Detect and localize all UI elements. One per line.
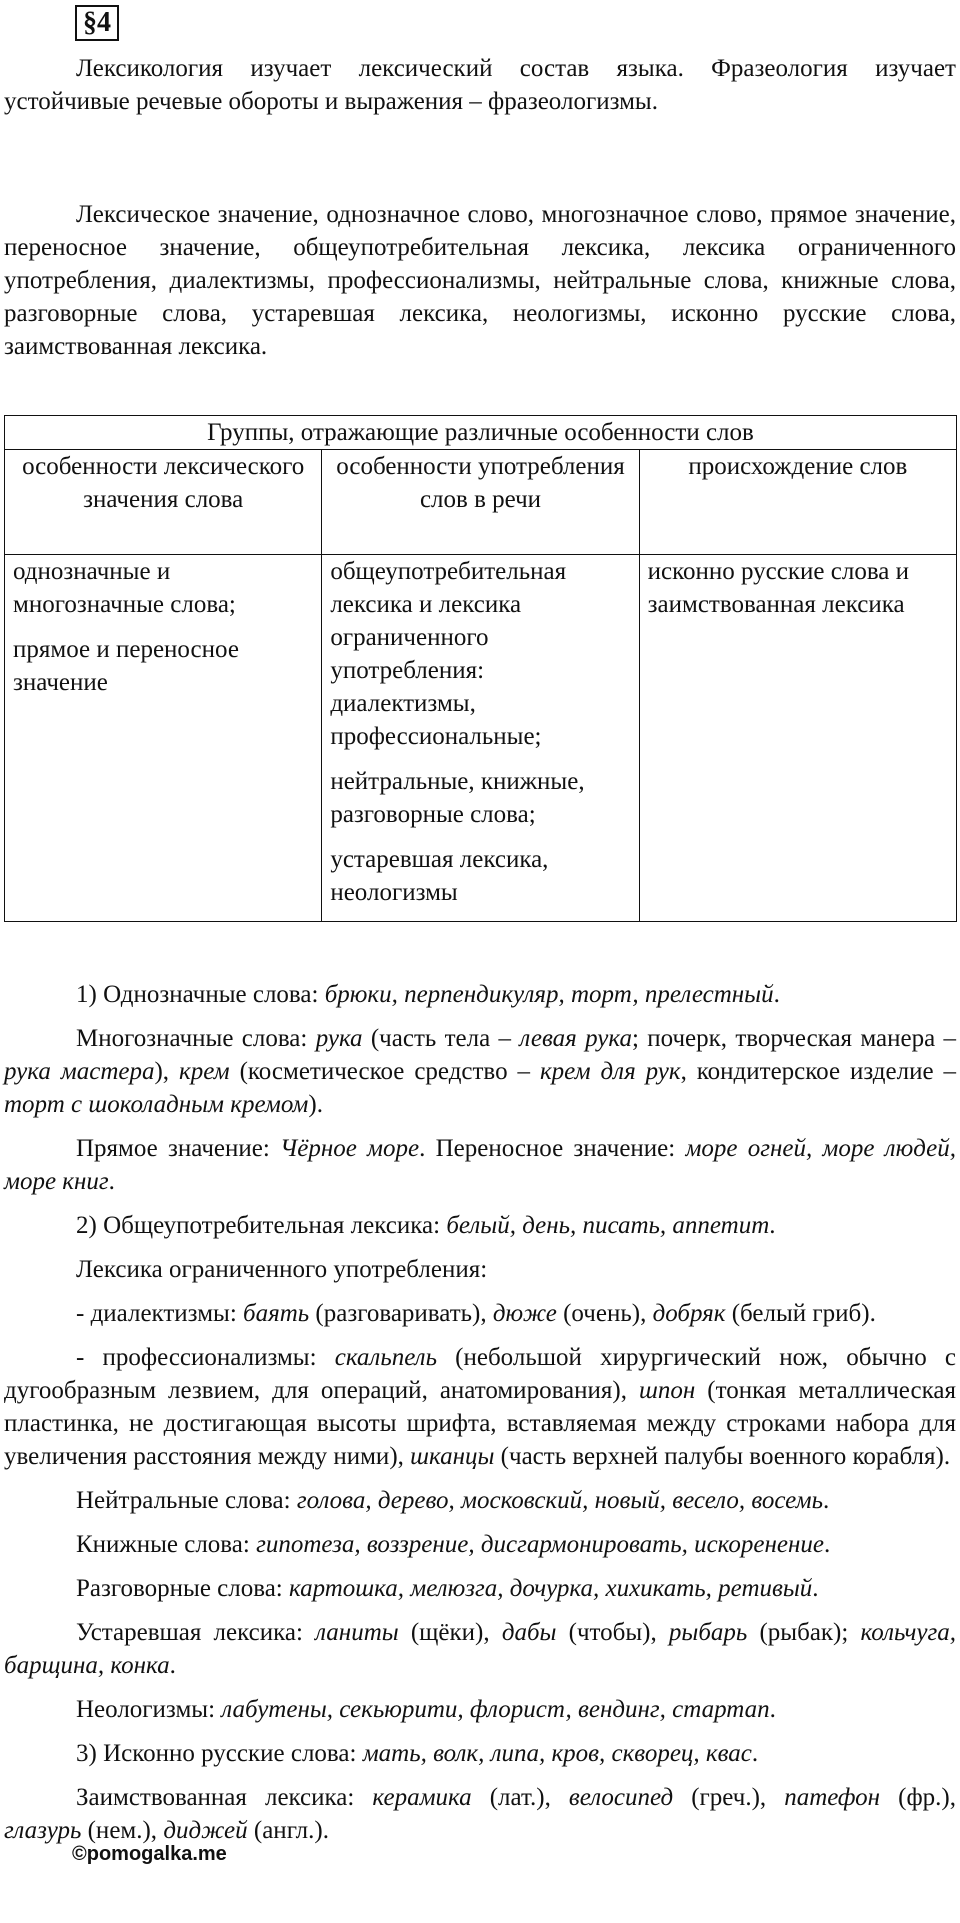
example-text: Прямое значение: — [76, 1135, 281, 1162]
intro-paragraph: Лексикология изучает лексический состав языка. Фразеология изучает устойчивые речевые обороты и выражения – фразеологизмы. — [4, 55, 956, 115]
terms-paragraph: Лексическое значение, однозначное слово, многозначное слово, прямое значение, переносное значение, общеупотребительная лексика, лексика ограниченного употребления, диалектизмы, профессионализмы, нейтральные слова, книжные слова, разговорные слова, устаревшая лексика, неологизмы, исконно русские слова, заимствованная лексика. — [4, 201, 956, 360]
example-text: 1) Однозначные слова: — [76, 981, 325, 1008]
example-paragraph — [4, 1209, 956, 1242]
example-text: 2) Общеупотребительная лексика: — [76, 1212, 447, 1239]
example-word: белый, день, писать, аппетит — [446, 1212, 770, 1239]
example-word: лабутены, секьюрити, флорист, вендинг, стартап — [221, 1696, 770, 1723]
examples-section — [4, 978, 956, 1858]
example-text: (тонкая металлическая пластинка, не достигающая высоты шрифта, вставляемая между строками набора для увеличения расстояния между ними), — [4, 1377, 956, 1470]
example-word: мать, волк, липа, кров, скворец, квас — [362, 1740, 752, 1767]
cell-item: исконно русские слова и заимствованная лексика — [647, 558, 910, 618]
example-text: . — [751, 1740, 759, 1767]
example-word: скальпель — [334, 1344, 437, 1371]
example-text: 3) Исконно русские слова: — [76, 1740, 363, 1767]
example-paragraph — [4, 1616, 956, 1682]
example-word: глазурь — [4, 1817, 82, 1844]
cell-item: общеупотребительная лексика и лексика ограниченного употребления: диалектизмы, профессиональные; — [330, 558, 567, 750]
cell-item: устаревшая лексика, неологизмы — [330, 846, 549, 906]
example-word: крем — [179, 1058, 230, 1085]
example-text: (рыбак); — [747, 1619, 861, 1646]
example-text: . — [773, 981, 780, 1008]
word-groups-table — [4, 415, 957, 922]
example-text: Разговорные слова: — [76, 1575, 290, 1602]
cell-item: однозначные и многозначные слова; — [13, 558, 236, 618]
example-text: Лексика ограниченного употребления: — [76, 1256, 488, 1283]
table-header-row — [5, 416, 957, 450]
example-paragraph — [4, 1572, 956, 1605]
example-text: . — [769, 1212, 776, 1239]
example-paragraph — [4, 978, 956, 1011]
example-text: Неологизмы: — [76, 1696, 222, 1723]
example-word: голова, дерево, московский, новый, весело, восемь — [296, 1487, 823, 1514]
example-word: ланиты — [315, 1619, 399, 1646]
column-header: происхождение слов — [639, 450, 956, 555]
example-paragraph — [4, 1341, 956, 1473]
example-word: рука мастера — [4, 1058, 155, 1085]
example-text: - профессионализмы: — [76, 1344, 335, 1371]
example-word: крем для рук — [539, 1058, 681, 1085]
example-text: (англ.). — [247, 1817, 329, 1844]
example-text: . — [769, 1696, 776, 1723]
example-paragraph — [4, 1022, 956, 1121]
example-text: (щёки), — [398, 1619, 502, 1646]
table-cell-usage — [322, 555, 639, 922]
example-word: рука — [315, 1025, 363, 1052]
example-text: (разговаривать), — [309, 1300, 493, 1327]
example-text: (небольшой хирургический нож, обычно с дугообразным лезвием, для операций, анатомирования), — [4, 1344, 957, 1404]
example-paragraph — [4, 1528, 956, 1561]
example-text: Книжные слова: — [76, 1531, 257, 1558]
example-word: торт с шоколадным кремом — [4, 1091, 309, 1118]
example-text: . — [169, 1652, 176, 1679]
example-word: баять — [243, 1300, 310, 1327]
example-word: дабы — [501, 1619, 557, 1646]
example-word: море огней, море людей, море книг — [4, 1135, 956, 1195]
example-paragraph — [4, 1297, 956, 1330]
example-paragraph — [4, 1737, 956, 1770]
section-badge: §4 — [75, 5, 119, 41]
example-word: гипотеза, воззрение, дисгармонировать, искоренение — [256, 1531, 825, 1558]
example-paragraph — [4, 1484, 956, 1517]
example-text: (фр.), — [880, 1784, 957, 1811]
example-text: (очень), — [556, 1300, 653, 1327]
example-text: . — [812, 1575, 819, 1602]
example-text: (косметическое средство – — [229, 1058, 540, 1085]
cell-item: прямое и переносное значение — [13, 636, 239, 696]
example-word: керамика — [372, 1784, 472, 1811]
example-paragraph — [4, 1132, 956, 1198]
example-text: (чтобы), — [556, 1619, 669, 1646]
table-subheader-row — [5, 450, 957, 555]
example-text: Устаревшая лексика: — [76, 1619, 316, 1646]
example-text: (лат.), — [471, 1784, 569, 1811]
example-text: , кондитерское изделие – — [680, 1058, 956, 1085]
column-header: особенности употребления слов в речи — [322, 450, 639, 555]
example-word: добряк — [652, 1300, 726, 1327]
example-text: ), — [154, 1058, 180, 1085]
example-word: велосипед — [568, 1784, 674, 1811]
example-text: Заимствованная лексика: — [76, 1784, 373, 1811]
column-header: особенности лексического значения слова — [5, 450, 322, 555]
example-word: шпон — [638, 1377, 696, 1404]
table-header: Группы, отражающие различные особенности слов — [5, 416, 957, 450]
example-text: (часть верхней палубы военного корабля). — [494, 1443, 951, 1470]
example-paragraph — [4, 1693, 956, 1726]
example-word: брюки, перпендикуляр, торт, прелестный — [324, 981, 774, 1008]
example-text: . — [822, 1487, 830, 1514]
example-text: - диалектизмы: — [76, 1300, 244, 1327]
example-text: Нейтральные слова: — [76, 1487, 297, 1514]
example-text: (греч.), — [673, 1784, 785, 1811]
cell-item: нейтральные, книжные, разговорные слова; — [330, 768, 585, 828]
example-word: шканцы — [410, 1443, 495, 1470]
example-word: кольчуга, барщина, конка — [4, 1619, 956, 1679]
watermark: ©pomogalka.me — [72, 1843, 227, 1865]
example-text: Многозначные слова: — [76, 1025, 316, 1052]
example-word: левая рука — [519, 1025, 632, 1052]
example-text: (часть тела – — [362, 1025, 520, 1052]
table-cell-origin — [639, 555, 956, 922]
table-body-row — [5, 555, 957, 922]
example-word: дюже — [492, 1300, 557, 1327]
example-paragraph — [4, 1253, 956, 1286]
example-text: (нем.), — [81, 1817, 164, 1844]
example-word: рыбарь — [668, 1619, 748, 1646]
example-text: . — [824, 1531, 831, 1558]
example-text: ). — [308, 1091, 323, 1118]
example-paragraph — [4, 1781, 956, 1847]
example-word: картошка, мелюзга, дочурка, хихикать, ретивый — [289, 1575, 813, 1602]
table-cell-meaning — [5, 555, 322, 922]
example-text: . — [108, 1168, 115, 1195]
example-word: патефон — [784, 1784, 881, 1811]
example-text: (белый гриб). — [725, 1300, 876, 1327]
example-word: диджей — [163, 1817, 248, 1844]
example-word: Чёрное море — [280, 1135, 420, 1162]
example-text: ; почерк, творческая манера – — [631, 1025, 957, 1052]
example-text: . Переносное значение: — [419, 1135, 686, 1162]
